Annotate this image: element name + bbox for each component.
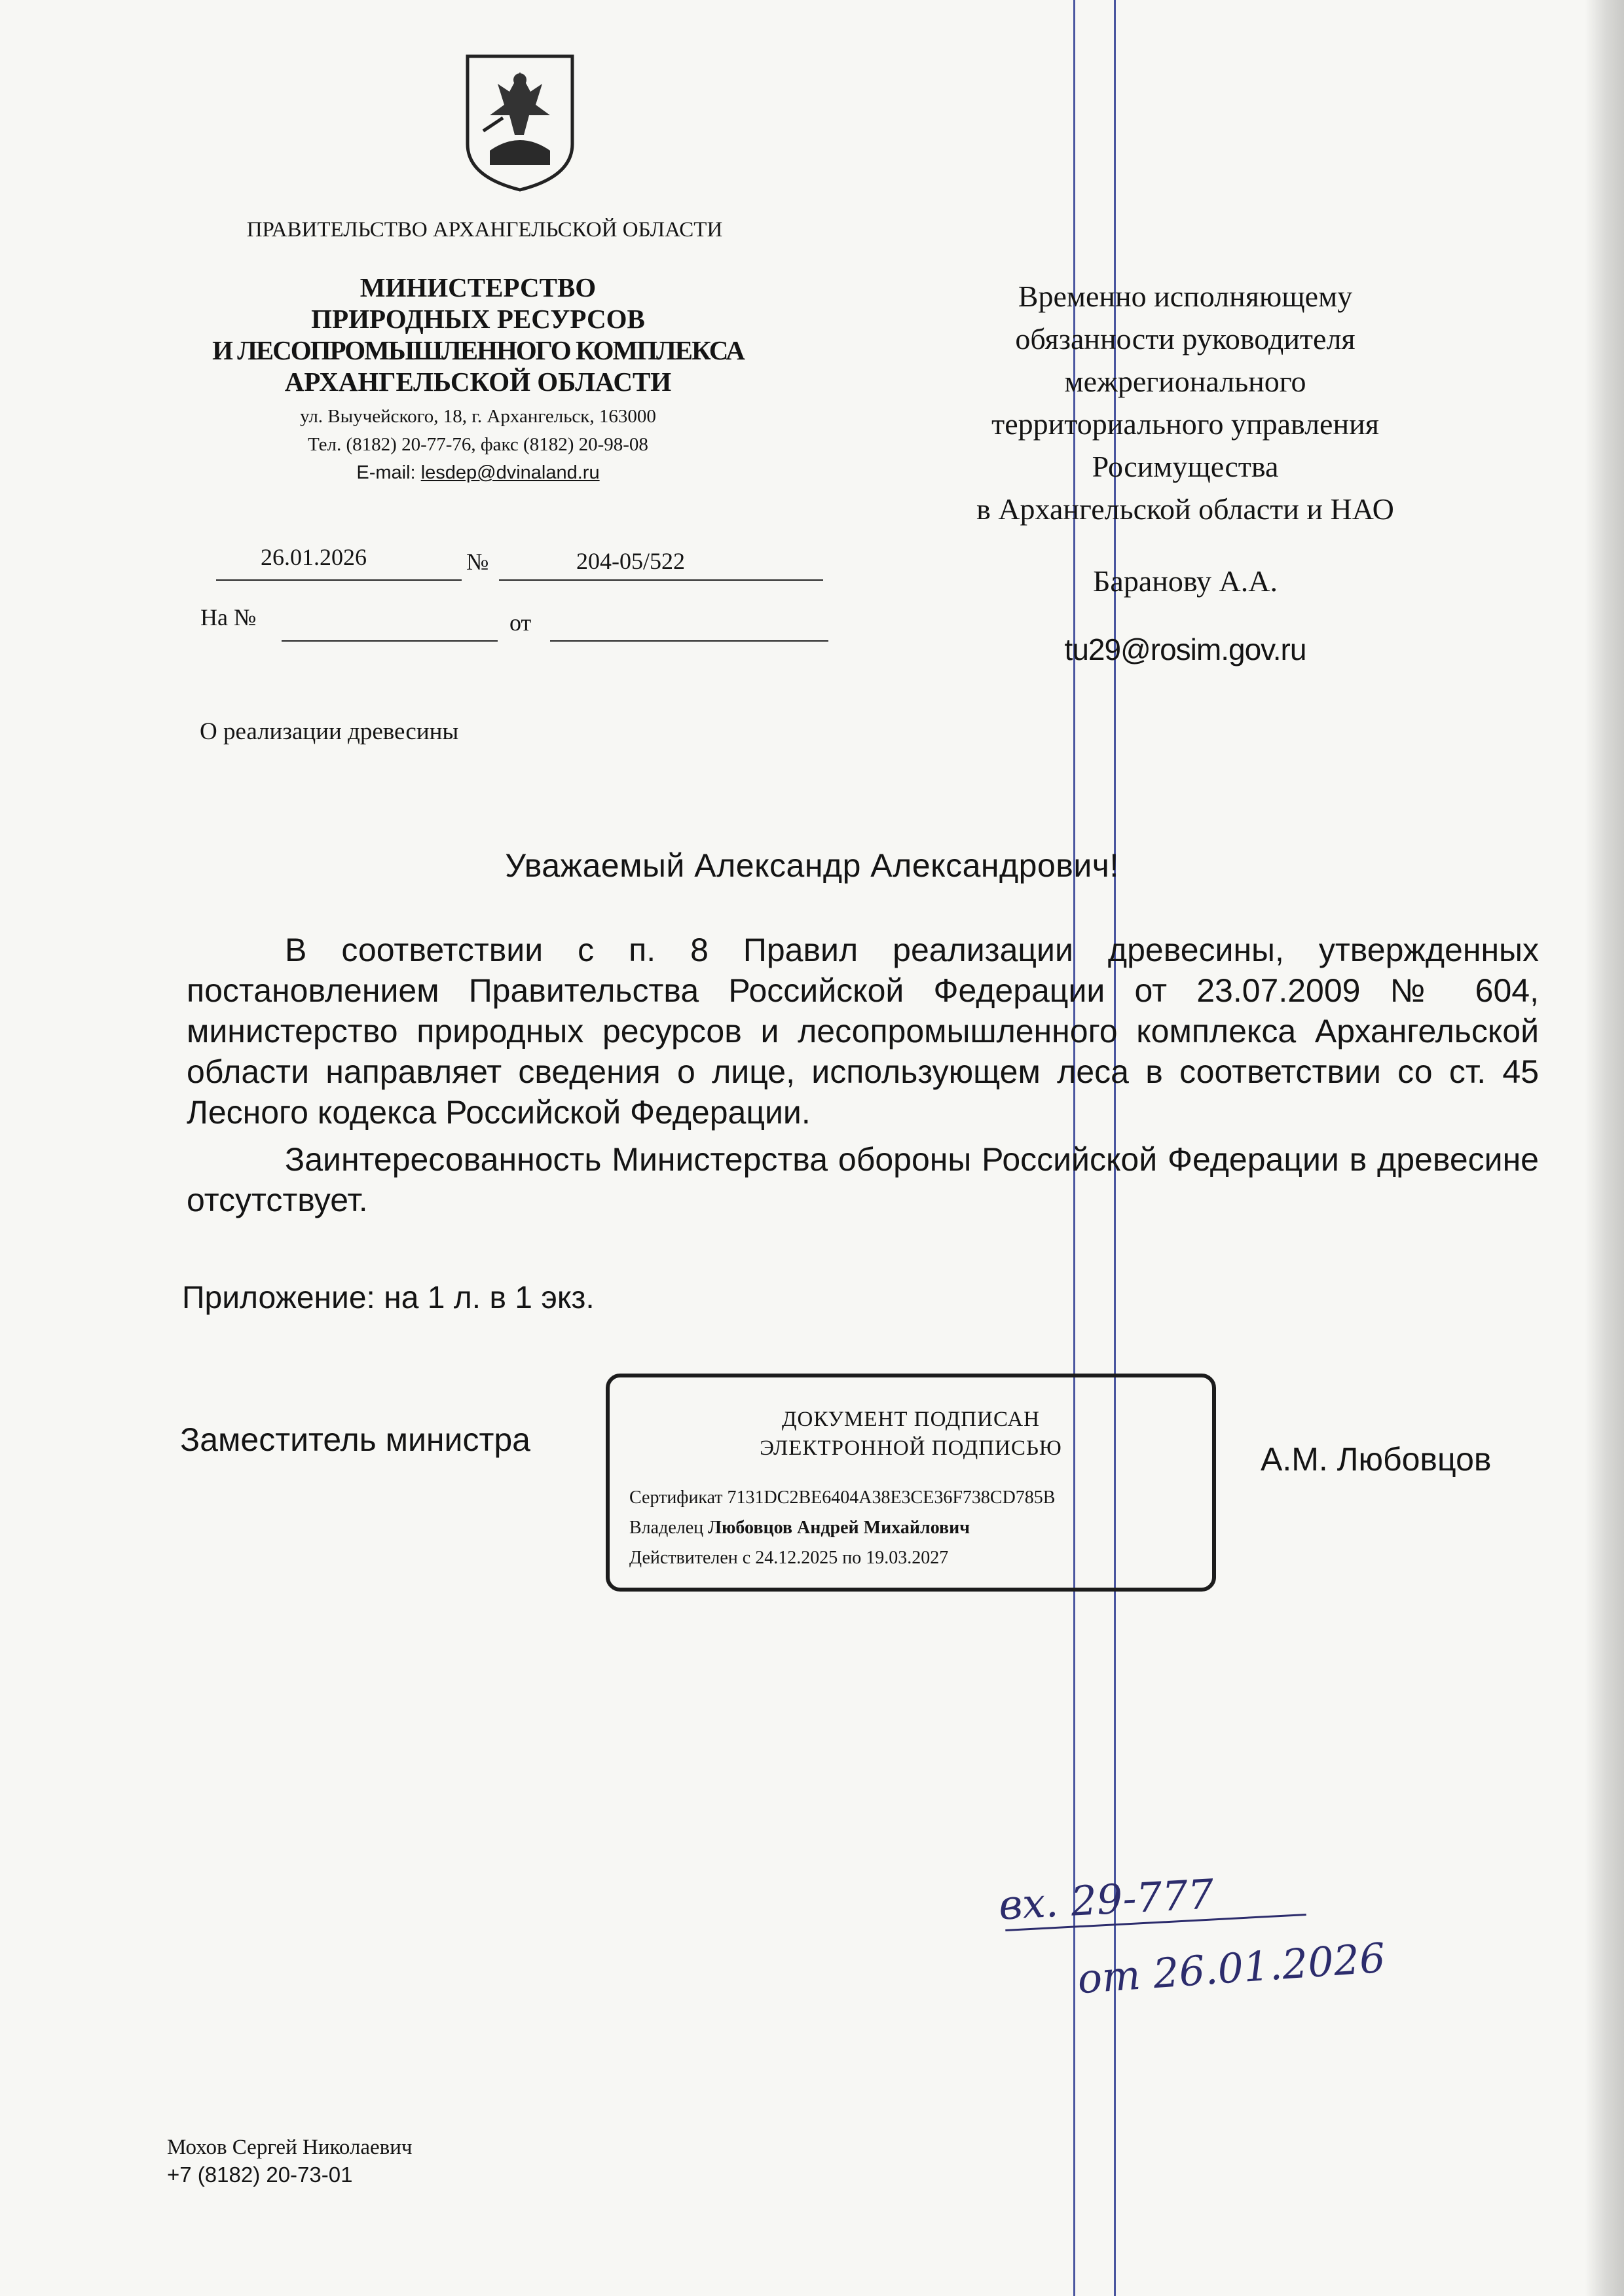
letter-body: [187, 930, 1539, 1220]
salutation: Уважаемый Александр Александрович!: [505, 847, 1119, 884]
validity-to-label: по: [842, 1548, 862, 1568]
reply-date-underline: [550, 640, 828, 642]
reply-number-label: На №: [200, 604, 257, 630]
validity-from: 24.12.2025: [755, 1548, 838, 1568]
scan-edge-shadow: [1585, 0, 1624, 2296]
letter-subject: О реализации древесины: [200, 718, 459, 745]
recipient-block: [871, 275, 1500, 671]
ministry-phone: Тел. (8182) 20-77-76, факс (8182) 20-98-08: [308, 434, 648, 455]
recipient-line: Росимущества: [1092, 450, 1279, 483]
stamp-heading-line: ЭЛЕКТРОННОЙ ПОДПИСЬЮ: [760, 1436, 1062, 1460]
reply-date-label: от: [509, 610, 532, 636]
handwritten-incoming-number: вх. 29-777: [997, 1870, 1215, 1929]
recipient-line: межрегионального: [1064, 365, 1306, 398]
owner-name: Любовцов Андрей Михайлович: [708, 1518, 970, 1538]
owner-label: Владелец: [629, 1518, 704, 1538]
ministry-address: ул. Выучейского, 18, г. Архангельск, 163000: [300, 406, 656, 427]
outgoing-number: 204-05/522: [576, 548, 685, 574]
recipient-name: Баранову А.А.: [1093, 564, 1278, 598]
stamp-heading-line: ДОКУМЕНТ ПОДПИСАН: [781, 1408, 1041, 1431]
recipient-line: обязанности руководителя: [1015, 322, 1356, 355]
ministry-line: И ЛЕСОПРОМЫШЛЕННОГО КОМПЛЕКСА: [212, 335, 744, 365]
recipient-line: территориального управления: [991, 407, 1379, 441]
ministry-contacts: [196, 403, 760, 487]
executor-phone: +7 (8182) 20-73-01: [167, 2162, 353, 2187]
email-label: E-mail:: [356, 462, 421, 483]
outgoing-date: 26.01.2026: [261, 544, 367, 570]
ministry-line: МИНИСТЕРСТВО: [360, 272, 597, 302]
stamp-heading: [610, 1405, 1212, 1463]
ministry-email-row: [196, 459, 760, 487]
appendix-note: Приложение: на 1 л. в 1 экз.: [182, 1281, 595, 1315]
date-underline: [216, 579, 462, 581]
ministry-line: АРХАНГЕЛЬСКОЙ ОБЛАСТИ: [284, 367, 672, 397]
handwritten-date: от 26.01.2026: [1076, 1933, 1387, 2003]
electronic-signature-stamp: [606, 1374, 1216, 1592]
stamp-validity: [629, 1548, 948, 1569]
signer-name: А.М. Любовцов: [1261, 1441, 1492, 1478]
body-paragraph: В соответствии с п. 8 Правил реализации древесины, утвержденных постановлением Правительства Российской Федерации от 23.07.2009 № 604, министерство природных ресурсов и лесопромышленного комплекса Архангельской области направляет сведения о лице, использующем леса в соответствии со ст. 45 Лесного кодекса Российской Федерации.: [187, 932, 1539, 1131]
recipient-email[interactable]: tu29@rosim.gov.ru: [1064, 632, 1306, 666]
recipient-line: в Архангельской области и НАО: [976, 492, 1394, 526]
validity-label: Действителен с: [629, 1548, 751, 1568]
number-label: №: [466, 549, 489, 575]
ministry-email-link[interactable]: lesdep@dvinaland.ru: [420, 462, 600, 483]
government-name: ПРАВИТЕЛЬСТВО АРХАНГЕЛЬСКОЙ ОБЛАСТИ: [246, 218, 723, 242]
validity-to: 19.03.2027: [866, 1548, 949, 1568]
certificate-label: Сертификат: [629, 1487, 723, 1508]
stamp-owner: [629, 1518, 970, 1539]
executor-name: Мохов Сергей Николаевич: [167, 2136, 413, 2159]
ministry-line: ПРИРОДНЫХ РЕСУРСОВ: [311, 304, 645, 334]
certificate-number: 7131DC2BE6404A38E3CE36F738CD785B: [727, 1487, 1056, 1508]
signer-title: Заместитель министра: [180, 1421, 530, 1458]
body-paragraph: Заинтересованность Министерства обороны Российской Федерации в древесине отсутствует.: [187, 1141, 1539, 1218]
ministry-name: [196, 272, 760, 397]
recipient-line: Временно исполняющему: [1018, 280, 1353, 313]
number-underline: [499, 579, 823, 581]
stamp-certificate: [629, 1487, 1055, 1508]
coat-of-arms-icon: [464, 52, 576, 192]
reply-number-underline: [282, 640, 498, 642]
